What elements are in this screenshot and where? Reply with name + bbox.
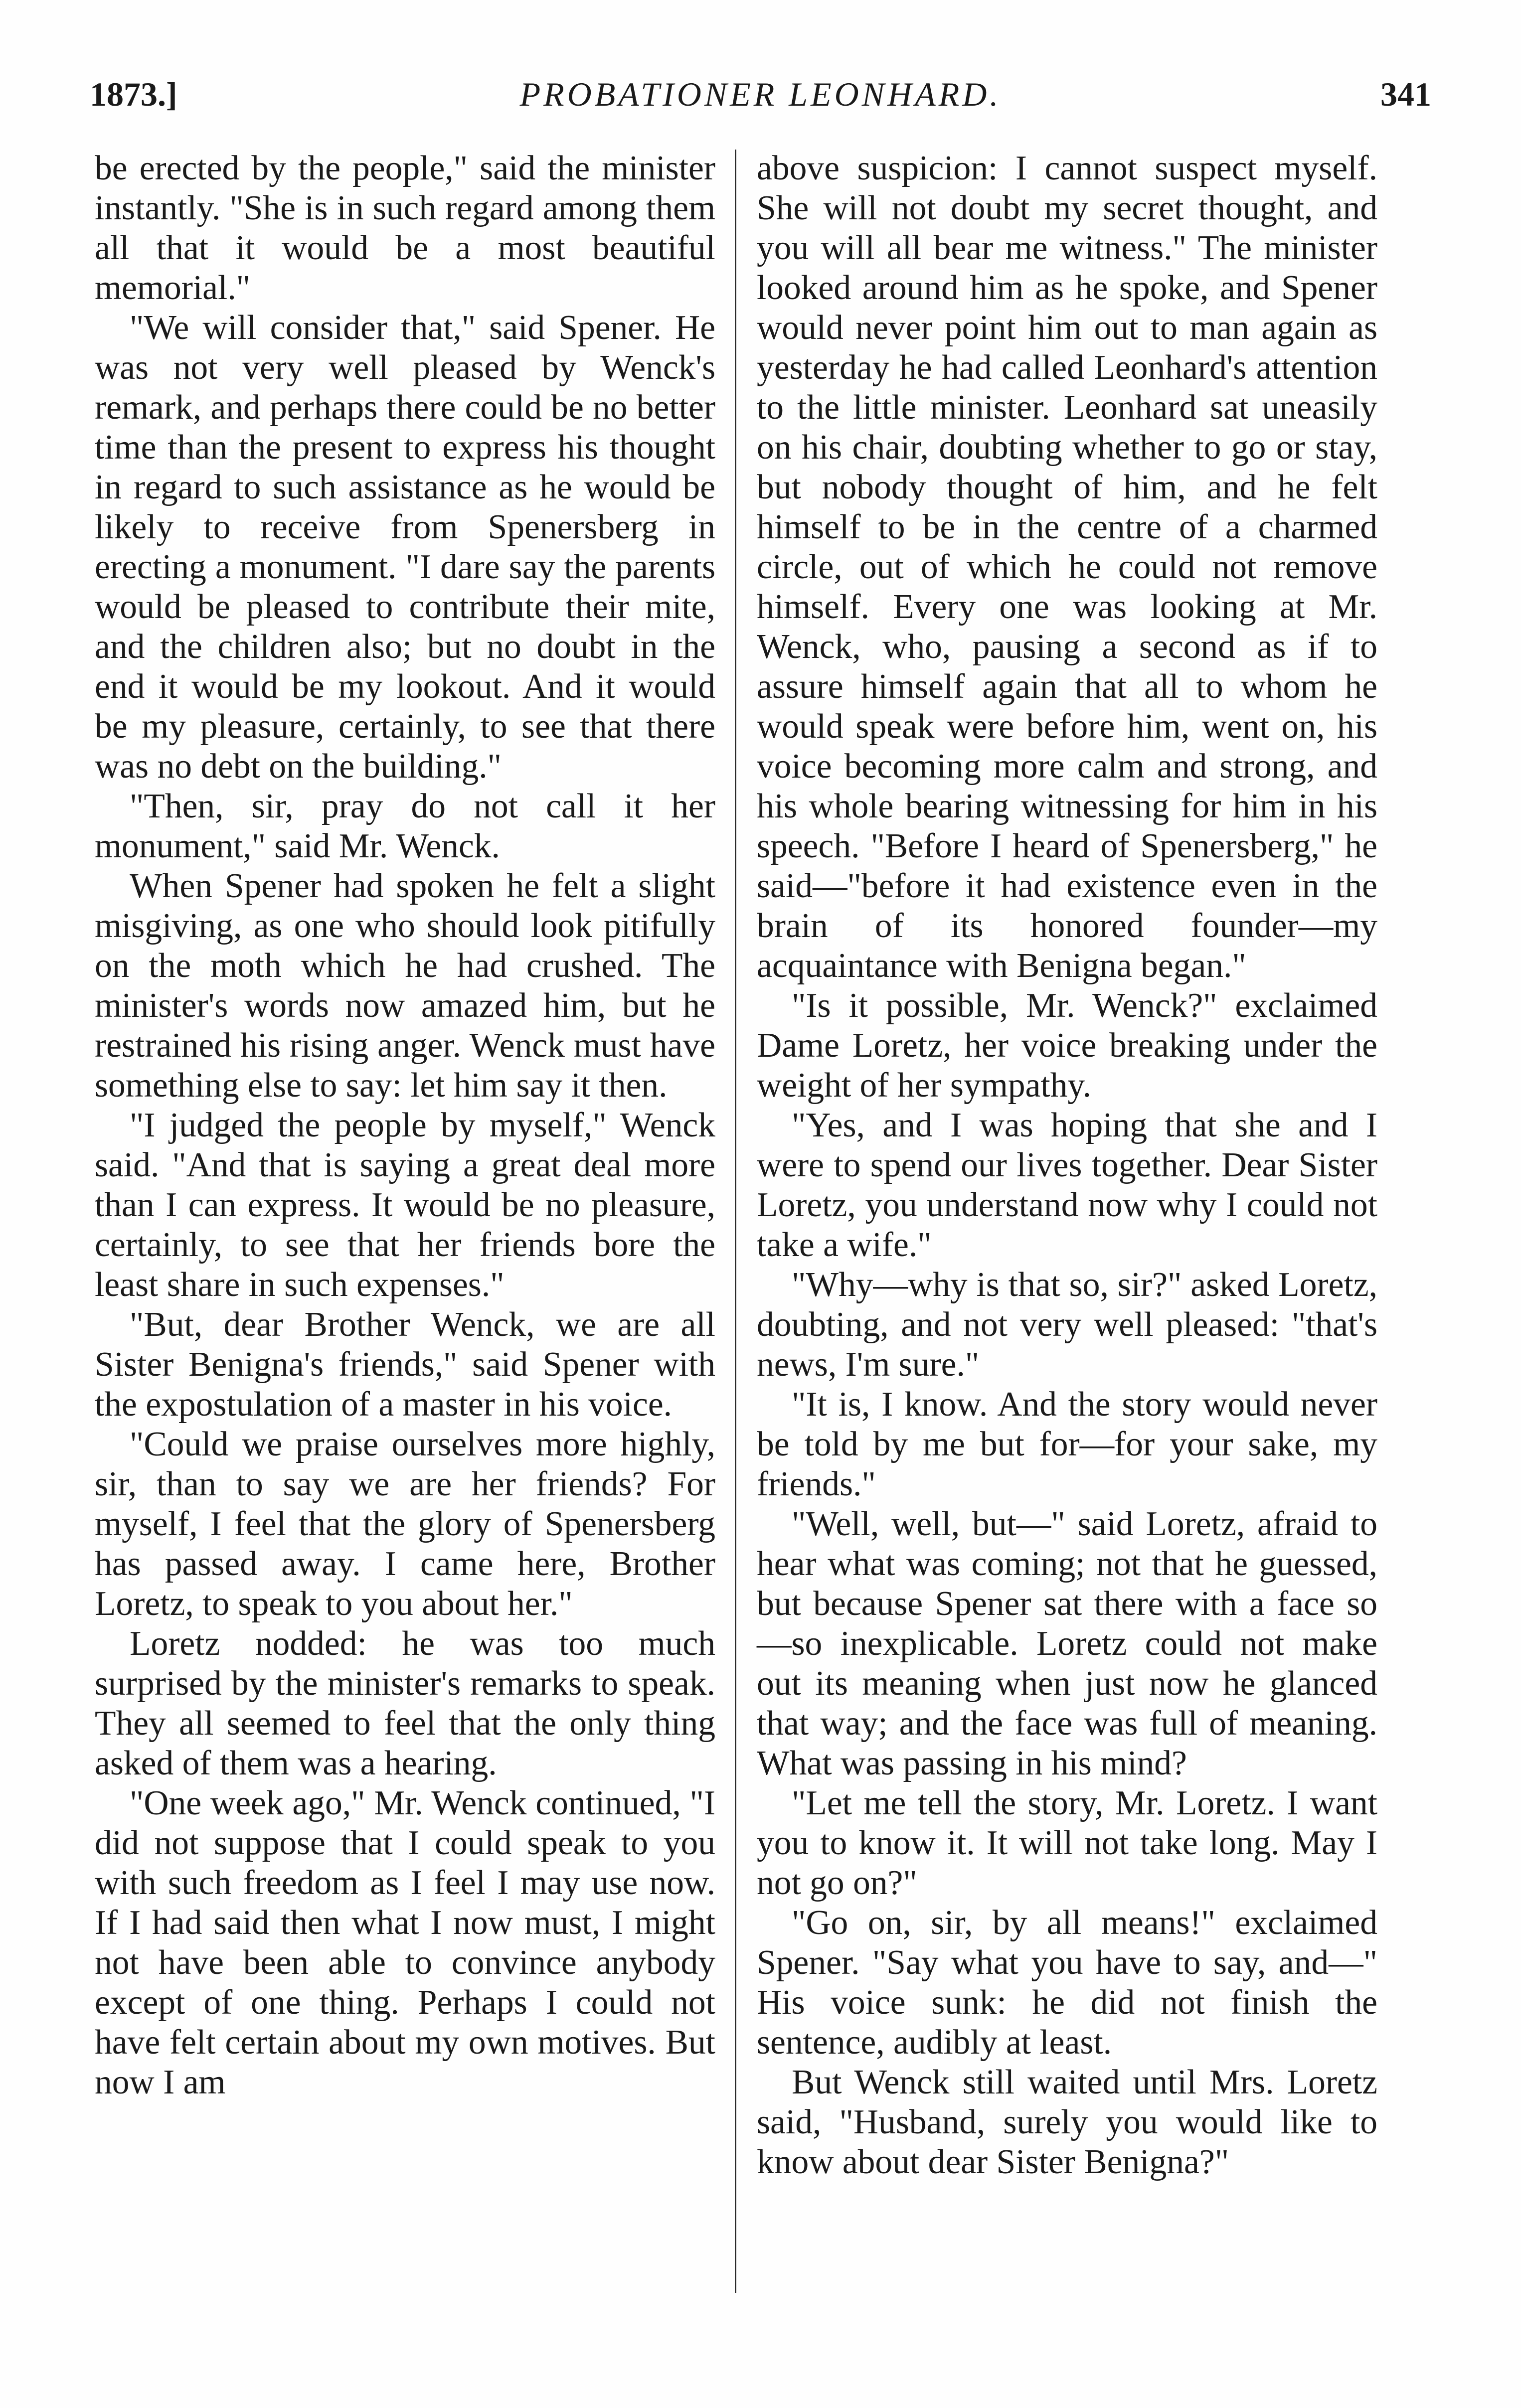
right-column	[757, 149, 1377, 2182]
paragraph: "Well, well, but—" said Loretz, afraid to hear what was coming; not that he guessed, but because Spener sat there with a face so—so inexplicable. Loretz could not make out its meaning when just now he glanced that way; and the face was full of meaning. What was passing in his mind?	[757, 1505, 1377, 1782]
paragraph: be erected by the people," said the minister instantly. "She is in such regard among them all that it would be a most beautiful memorial."	[95, 149, 715, 307]
paragraph: Loretz nodded: he was too much surprised by the minister's remarks to speak. They all seemed to feel that the only thing asked of them was a hearing.	[95, 1624, 715, 1782]
paragraph: "Then, sir, pray do not call it her monument," said Mr. Wenck.	[95, 787, 715, 865]
paragraph: "We will consider that," said Spener. He was not very well pleased by Wenck's remark, and perhaps there could be no better time than the present to express his thought in regard to such assistance as he would be likely to receive from Spenersberg in erecting a monument. "I dare say the parents would be pleased to contribute their mite, and the children also; but no doubt in the end it would be my lookout. And it would be my pleasure, certainly, to see that there was no debt on the building."	[95, 309, 715, 786]
paragraph: "One week ago," Mr. Wenck continued, "I did not suppose that I could speak to you with such freedom as I feel I may use now. If I had said then what I now must, I might not have been able to convince anybody except of one thing. Perhaps I could not have felt certain about my own motives. But now I am	[95, 1784, 715, 2101]
page-number: 341	[1380, 75, 1431, 113]
paragraph: "Why—why is that so, sir?" asked Loretz, doubting, and not very well pleased: "that's news, I'm sure."	[757, 1266, 1377, 1384]
paragraph: "I judged the people by myself," Wenck said. "And that is saying a great deal more than I can express. It would be no pleasure, certainly, to see that her friends bore the least share in such expenses."	[95, 1106, 715, 1304]
paragraph: "Could we praise ourselves more highly, sir, than to say we are her friends? For myself, I feel that the glory of Spenersberg has passed away. I came here, Brother Loretz, to speak to you about her."	[95, 1425, 715, 1623]
paragraph: "But, dear Brother Wenck, we are all Sister Benigna's friends," said Spener with the expostulation of a master in his voice.	[95, 1305, 715, 1424]
header-year: 1873.]	[90, 75, 177, 113]
column-divider	[735, 150, 736, 2293]
paragraph: "Go on, sir, by all means!" exclaimed Spener. "Say what you have to say, and—" His voice sunk: he did not finish the sentence, audibly at least.	[757, 1904, 1377, 2062]
left-column	[95, 149, 715, 2102]
paragraph: When Spener had spoken he felt a slight misgiving, as one who should look pitifully on the moth which he had crushed. The minister's words now amazed him, but he restrained his rising anger. Wenck must have something else to say: let him say it then.	[95, 867, 715, 1105]
header-title: PROBATIONER LEONHARD.	[519, 75, 1002, 113]
paragraph: "It is, I know. And the story would never be told by me but for—for your sake, my friends."	[757, 1385, 1377, 1503]
paragraph: "Yes, and I was hoping that she and I were to spend our lives together. Dear Sister Loretz, you understand now why I could not take a wife."	[757, 1106, 1377, 1264]
paragraph: above suspicion: I cannot suspect myself. She will not doubt my secret thought, and you will all bear me witness." The minister looked around him as he spoke, and Spener would never point him out to man again as yesterday he had called Leonhard's attention to the little minister. Leonhard sat uneasily on his chair, doubting whether to go or stay, but nobody thought of him, and he felt himself to be in the centre of a charmed circle, out of which he could not remove himself. Every one was looking at Mr. Wenck, who, pausing a second as if to assure himself again that all to whom he would speak were before him, went on, his voice becoming more calm and strong, and his whole bearing witnessing for him in his speech. "Before I heard of Spenersberg," he said—"before it had existence even in the brain of its honored founder—my acquaintance with Benigna began."	[757, 149, 1377, 985]
paragraph: "Is it possible, Mr. Wenck?" exclaimed Dame Loretz, her voice breaking under the weight of her sympathy.	[757, 986, 1377, 1105]
paragraph: "Let me tell the story, Mr. Loretz. I want you to know it. It will not take long. May I not go on?"	[757, 1784, 1377, 1902]
paragraph: But Wenck still waited until Mrs. Loretz said, "Husband, surely you would like to know about dear Sister Benigna?"	[757, 2063, 1377, 2181]
running-header	[90, 75, 1431, 120]
